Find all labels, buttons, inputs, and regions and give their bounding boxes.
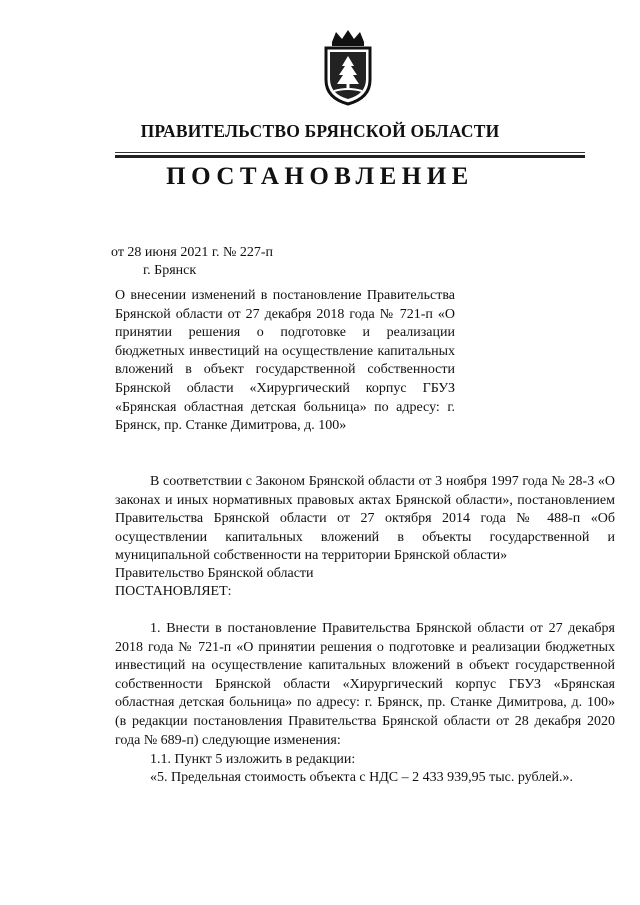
- government-title: ПРАВИТЕЛЬСТВО БРЯНСКОЙ ОБЛАСТИ: [140, 121, 500, 141]
- date-number: от 28 июня 2021 г. № 227-п: [111, 245, 273, 260]
- header-divider-thin: [115, 152, 585, 153]
- bryansk-coat-of-arms-icon: [318, 28, 378, 108]
- item-1-paragraph: 1. Внести в постановление Правительства Брянской области от 27 декабря 2018 года № 721-п «О принятии решения о подготовке и реализации бюджетных инвестиций на осуществление капитальных вложений в объект государственной собственности Брянской области «Хирургический корпус ГБУЗ «Брянская областная детская больница» по адресу: г. Брянск, пр. Станке Димитрова, д. 100» (в редакции постановления Правительства Брянской области от 28 декабря 2020 года № 689-п) следующие изменения:: [115, 621, 615, 748]
- item-1-1-text: «5. Предельная стоимость объекта с НДС – 2 433 939,95 тыс. рублей.».: [150, 770, 573, 785]
- document-subject: О внесении изменений в постановление Правительства Брянской области от 27 декабря 2018 года № 721-п «О принятии решения о подготовке и реализации бюджетных инвестиций на осуществление капитальных вложений в объект государственной собственности Брянской области «Хирургический корпус ГБУЗ «Брянская областная детская больница» по адресу: г. Брянск, пр. Станке Димитрова, д. 100»: [115, 288, 455, 434]
- document-type-title: ПОСТАНОВЛЕНИЕ: [166, 163, 474, 190]
- city: г. Брянск: [143, 263, 197, 278]
- government-line: Правительство Брянской области: [115, 566, 314, 581]
- preamble-paragraph: В соответствии с Законом Брянской области от 3 ноября 1997 года № 28-З «О законах и иных нормативных правовых актах Брянской области», постановлением Правительства Брянской области от 27 октября 2014 года № 488-п «Об осуществлении капитальных вложений в объекты государственной и муниципальной собственности на территории Брянской области»: [115, 474, 615, 564]
- header-divider-thick: [115, 155, 585, 158]
- item-1-1: 1.1. Пункт 5 изложить в редакции:: [150, 752, 356, 767]
- resolves-heading: ПОСТАНОВЛЯЕТ:: [115, 584, 232, 599]
